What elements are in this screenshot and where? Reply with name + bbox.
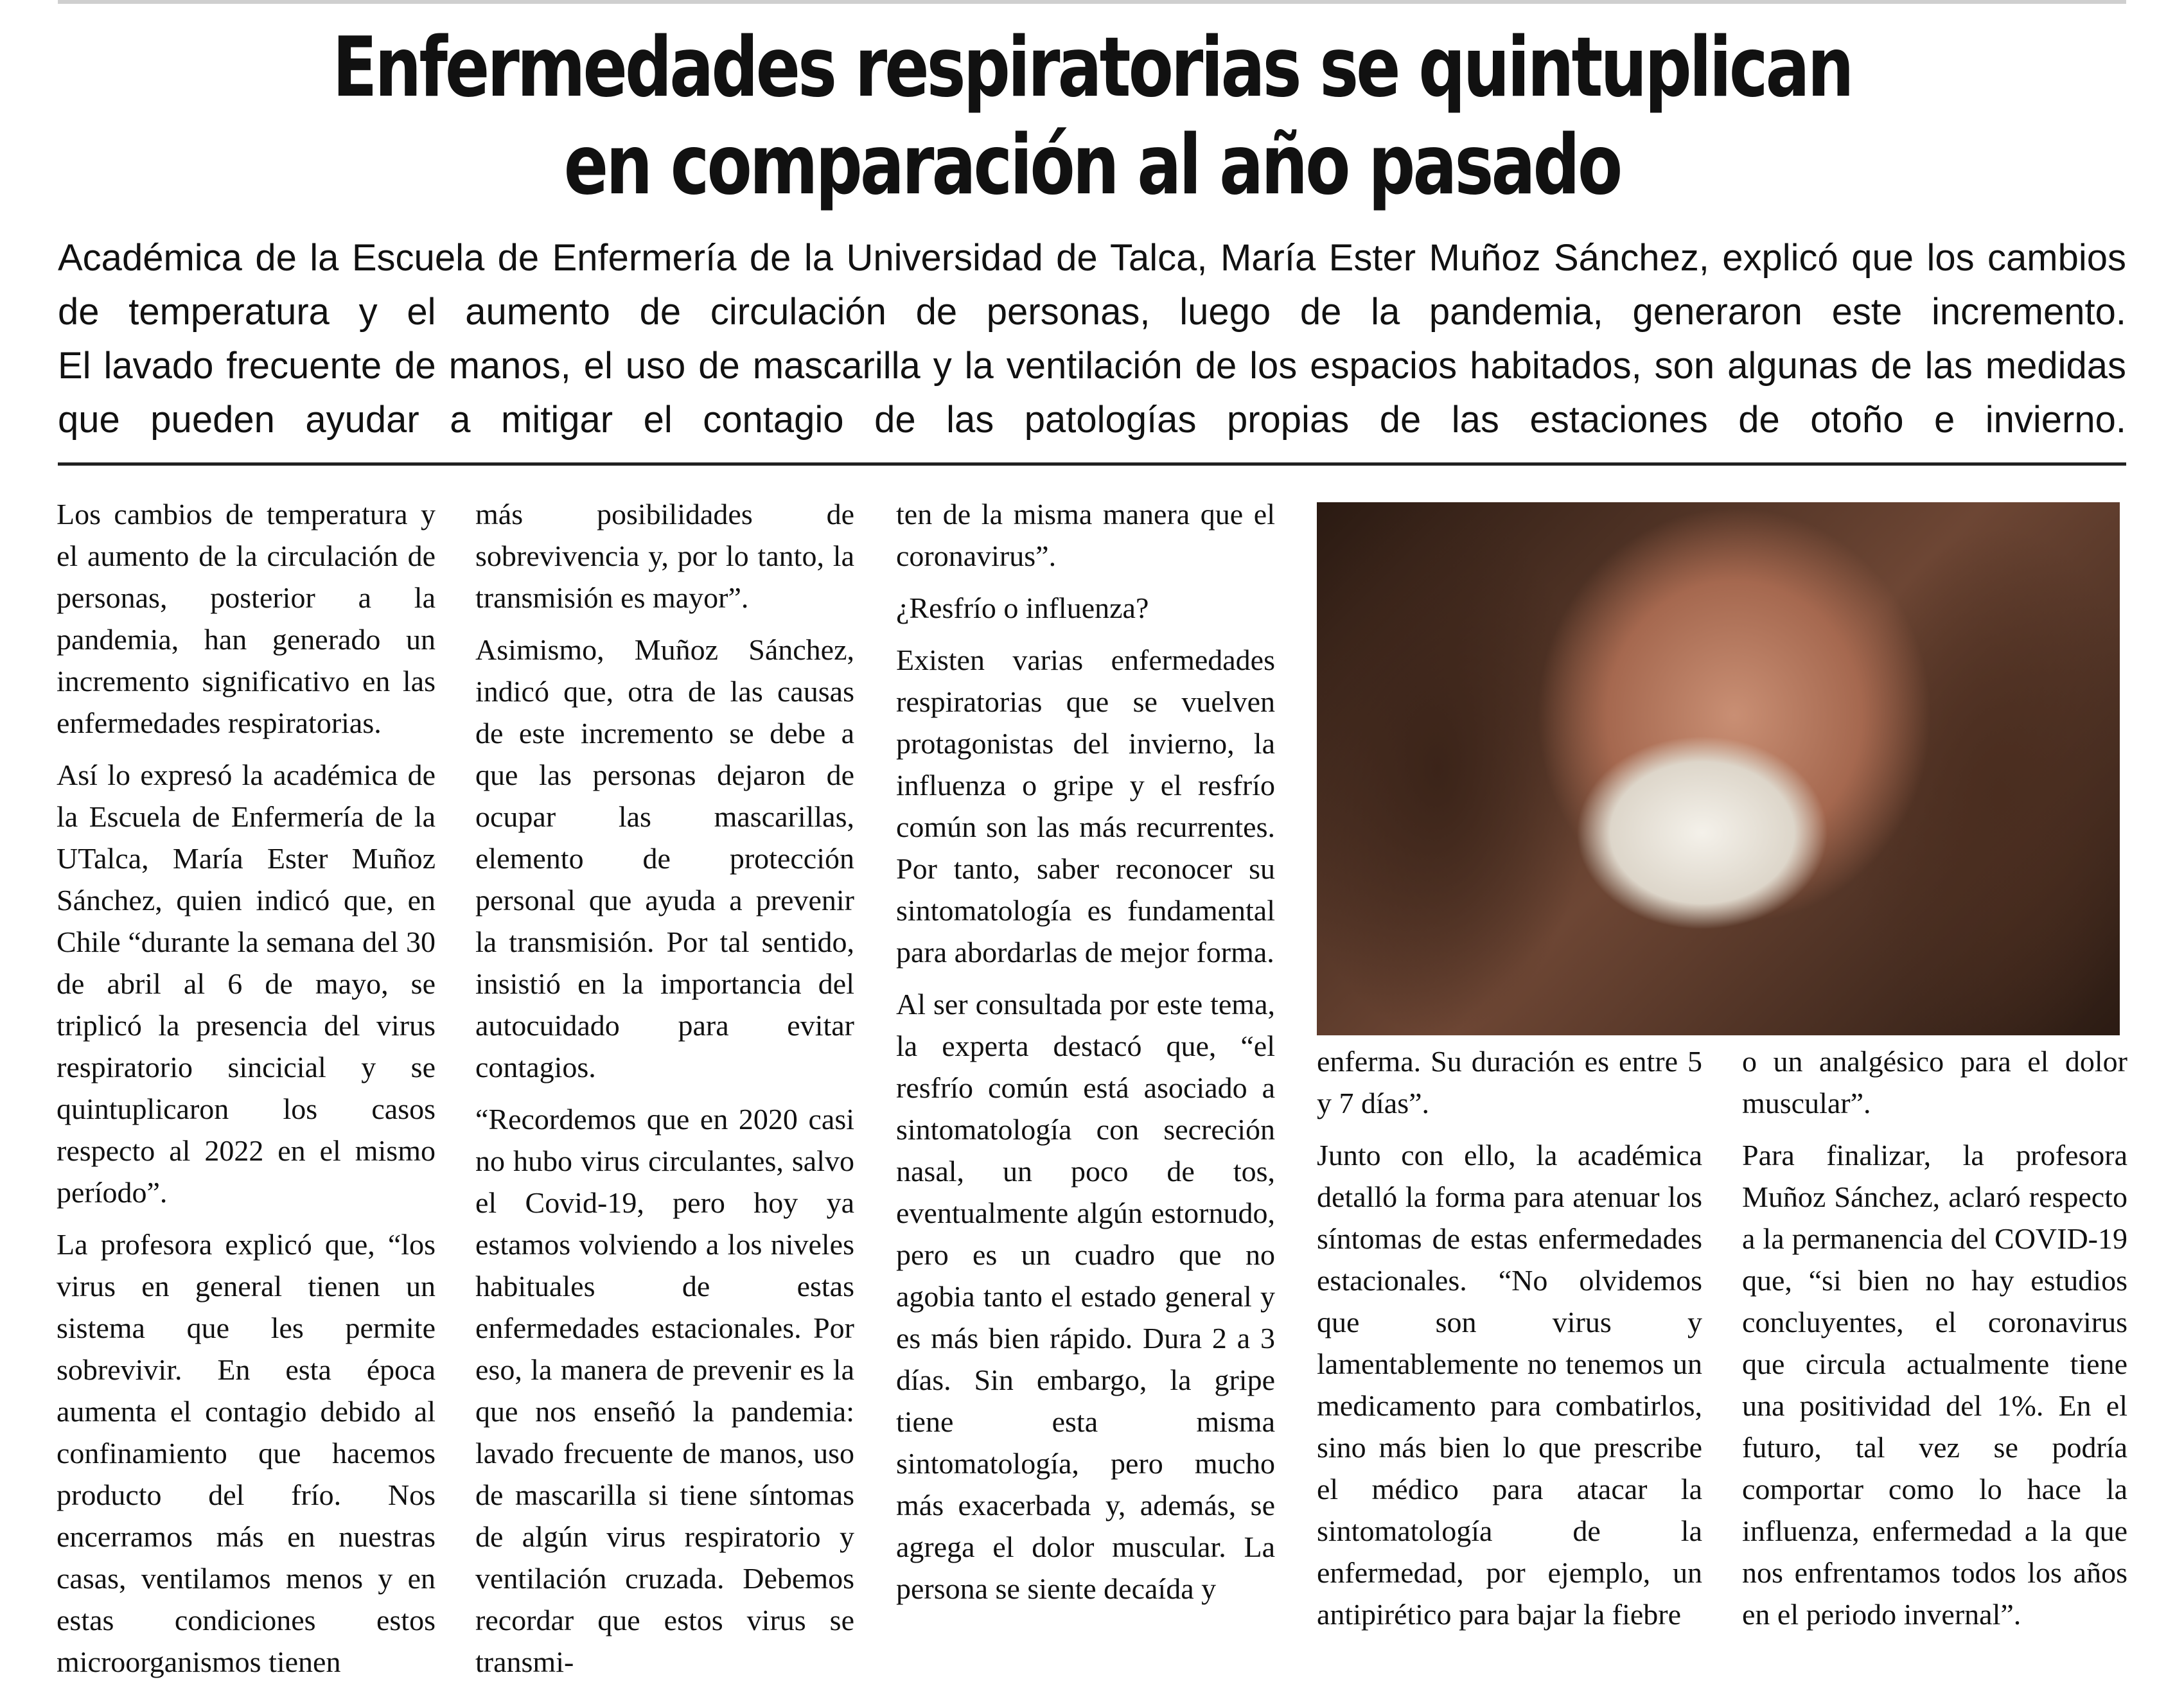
body-paragraph: “Recordemos que en 2020 casi no hubo virus circulantes, salvo el Covid-19, pero hoy ya estamos volviendo a los niveles habituales de estas enfermedades estacionales. Por eso, la manera de prevenir es la que nos enseñó la pandemia: lavado frecuente de manos, uso de mascarilla si tiene síntomas de algún virus respiratorio y ventilación cruzada. Debemos recordar que estos virus se transmi-	[475, 1103, 854, 1678]
deck-paragraph-2: El lavado frecuente de manos, el uso de mascarilla y la ventilación de los espacios habitados, son algunas de las medidas que pueden ayudar a mitigar el contagio de las patologías propias de las estaciones de otoño e invierno.	[58, 345, 2126, 441]
body-paragraph: Así lo expresó la académica de la Escuela de Enfermería de la UTalca, María Ester Muñoz Sánchez, quien indicó que, en Chile “durante la semana del 30 de abril al 6 de mayo, se triplicó la presencia del virus respiratorio sincicial y se quintuplicaron los casos respecto al 2022 en el mismo período”.	[57, 759, 436, 1209]
deck-divider	[58, 462, 2126, 466]
body-column-5	[1742, 1040, 2127, 1645]
body-paragraph: Existen varias enfermedades respiratorias que se vuelven protagonistas del invierno, la influenza o gripe y el resfrío común son las más recurrentes. Por tanto, saber reconocer su sintomatología es fundamental para abordarlas de mejor forma.	[896, 644, 1275, 969]
body-column-2	[475, 493, 854, 1693]
headline	[270, 19, 1914, 215]
article-photo	[1317, 502, 2120, 1035]
body-paragraph: o un analgésico para el dolor muscular”.	[1742, 1045, 2127, 1119]
body-column-3	[896, 493, 1275, 1620]
headline-line-1: Enfermedades respiratorias se quintuplican	[332, 20, 1852, 116]
body-paragraph: más posibilidades de sobrevivencia y, por lo tanto, la transmisión es mayor”.	[475, 498, 854, 614]
body-paragraph: ten de la misma manera que el coronavirus”.	[896, 498, 1275, 572]
body-paragraph: enferma. Su duración es entre 5 y 7 días”.	[1317, 1045, 1702, 1119]
body-paragraph: Junto con ello, la académica detalló la forma para atenuar los síntomas de estas enfermedades estacionales. “No olvidemos que son virus y lamentablemente no tenemos un medicamento para combatirlos, sino más bien lo que prescribe el médico para atacar la sintomatología de la enfermedad, por ejemplo, un antipirético para bajar la fiebre	[1317, 1139, 1702, 1631]
deck	[58, 231, 2126, 447]
body-paragraph: Los cambios de temperatura y el aumento de la circulación de personas, posterior a la pandemia, han generado un incremento significativo en las enfermedades respiratorias.	[57, 498, 436, 739]
body-column-1	[57, 493, 436, 1693]
deck-paragraph-1: Académica de la Escuela de Enfermería de la Universidad de Talca, María Ester Muñoz Sánchez, explicó que los cambios de temperatura y el aumento de circulación de personas, luego de la pandemia, generaron este incremento.	[58, 237, 2126, 333]
section-subhead: ¿Resfrío o influenza?	[896, 592, 1149, 624]
body-paragraph: Para finalizar, la profesora Muñoz Sánchez, aclaró respecto a la permanencia del COVID-19 que, “si bien no hay estudios concluyentes, el coronavirus que circula actualmente tiene una positividad del 1%. En el futuro, tal vez se podría comportar como lo hace la influenza, enfermedad a la que nos enfrentamos todos los años en el periodo invernal”.	[1742, 1139, 2127, 1631]
body-column-4	[1317, 1040, 1702, 1645]
body-paragraph: La profesora explicó que, “los virus en general tienen un sistema que les permite sobrevivir. En esta época aumenta el contagio debido al confinamiento que hacemos producto del frío. Nos encerramos más en nuestras casas, ventilamos menos y en estas condiciones estos microorganismos tienen	[57, 1228, 436, 1678]
body-paragraph: Al ser consultada por este tema, la experta destacó que, “el resfrío común está asociado a sintomatología con secreción nasal, un poco de tos, eventualmente algún estornudo, pero es un cuadro que no agobia tanto el estado general y es más bien rápido. Dura 2 a 3 días. Sin embargo, la gripe tiene esta misma sintomatología, pero mucho más exacerbada y, además, se agrega el dolor muscular. La persona se siente decaída y	[896, 988, 1275, 1605]
body-paragraph: Asimismo, Muñoz Sánchez, indicó que, otra de las causas de este incremento se debe a que las personas dejaron de ocupar las mascarillas, elemento de protección personal que ayuda a prevenir la transmisión. Por tal sentido, insistió en la importancia del autocuidado para evitar contagios.	[475, 633, 854, 1083]
headline-line-2: en comparación al año pasado	[563, 118, 1621, 213]
top-rule	[58, 0, 2126, 4]
